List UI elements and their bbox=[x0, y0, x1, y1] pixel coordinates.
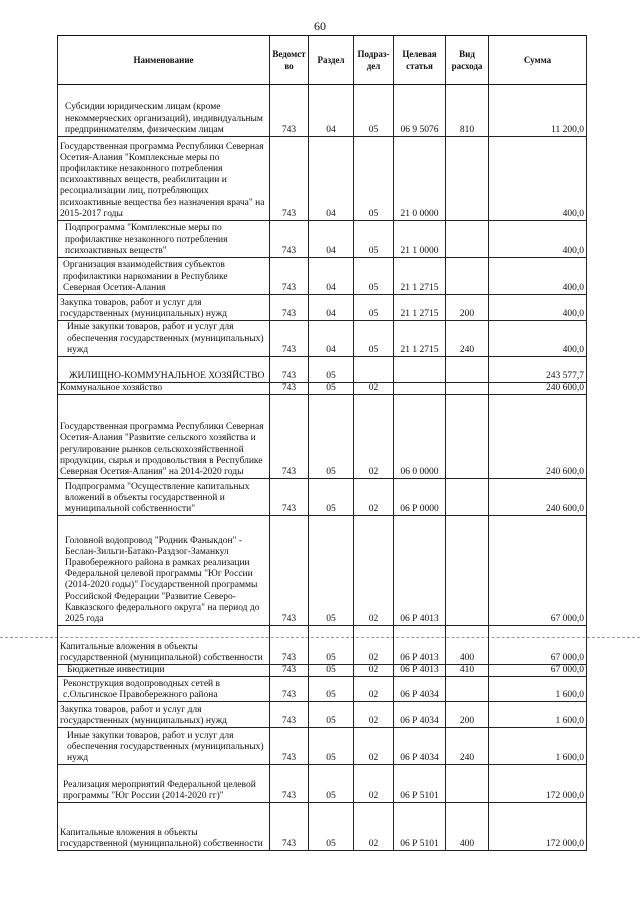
row-dept: 743 bbox=[270, 258, 309, 295]
row-target: 21 1 2715 bbox=[394, 321, 446, 357]
row-target: 06 Р 0000 bbox=[394, 479, 446, 516]
row-section: 04 bbox=[309, 258, 354, 295]
header-subsection: Подраз- дел bbox=[354, 36, 394, 85]
row-target: 06 Р 4034 bbox=[394, 702, 446, 728]
row-dept: 743 bbox=[270, 479, 309, 516]
row-amount: 67 000,0 bbox=[489, 665, 587, 677]
row-target: 06 Р 4013 bbox=[394, 626, 446, 665]
header-name: Наименование bbox=[58, 36, 270, 85]
row-target: 21 0 0000 bbox=[394, 137, 446, 221]
row-section: 05 bbox=[309, 765, 354, 803]
row-target: 06 Р 5101 bbox=[394, 765, 446, 803]
table-row bbox=[58, 321, 587, 357]
row-section: 05 bbox=[309, 728, 354, 765]
row-name: Коммунальное хозяйство bbox=[58, 383, 270, 395]
row-expense bbox=[446, 677, 489, 702]
row-dept: 743 bbox=[270, 677, 309, 702]
row-dept: 743 bbox=[270, 516, 309, 626]
row-amount: 400,0 bbox=[489, 258, 587, 295]
row-subsection: 02 bbox=[354, 479, 394, 516]
row-section: 05 bbox=[309, 395, 354, 479]
row-amount: 1 600,0 bbox=[489, 702, 587, 728]
row-target: 06 Р 4013 bbox=[394, 516, 446, 626]
row-target: 06 Р 4013 bbox=[394, 665, 446, 677]
header-expense: Вид расхода bbox=[446, 36, 489, 85]
table-row bbox=[58, 357, 587, 383]
row-subsection: 05 bbox=[354, 258, 394, 295]
row-expense: 200 bbox=[446, 702, 489, 728]
row-subsection: 02 bbox=[354, 677, 394, 702]
table-row bbox=[58, 677, 587, 702]
row-name: Бюджетные инвестиции bbox=[58, 665, 270, 677]
row-section: 05 bbox=[309, 626, 354, 665]
row-target: 06 Р 4034 bbox=[394, 728, 446, 765]
row-name: Подпрограмма "Осуществление капитальных вложений в объекты государственной и муниципальной собственности" bbox=[58, 479, 270, 516]
row-amount: 172 000,0 bbox=[489, 765, 587, 803]
table-body bbox=[58, 85, 587, 851]
row-subsection: 02 bbox=[354, 765, 394, 803]
row-subsection: 05 bbox=[354, 137, 394, 221]
table-row bbox=[58, 221, 587, 258]
row-target: 06 0 0000 bbox=[394, 395, 446, 479]
table-row bbox=[58, 765, 587, 803]
row-dept: 743 bbox=[270, 803, 309, 851]
row-subsection: 02 bbox=[354, 516, 394, 626]
header-amount: Сумма bbox=[489, 36, 587, 85]
row-target: 21 1 2715 bbox=[394, 295, 446, 321]
row-subsection: 02 bbox=[354, 665, 394, 677]
row-subsection: 05 bbox=[354, 221, 394, 258]
row-expense bbox=[446, 516, 489, 626]
row-name: Подпрограмма "Комплексные меры по профилактике незаконного потребления психоактивных веществ" bbox=[58, 221, 270, 258]
row-section: 04 bbox=[309, 295, 354, 321]
row-amount: 400,0 bbox=[489, 321, 587, 357]
budget-table bbox=[57, 35, 587, 851]
row-expense: 400 bbox=[446, 803, 489, 851]
table-row bbox=[58, 258, 587, 295]
row-expense: 810 bbox=[446, 85, 489, 137]
row-amount: 1 600,0 bbox=[489, 728, 587, 765]
row-amount: 172 000,0 bbox=[489, 803, 587, 851]
row-name: Субсидии юридическим лицам (кроме некоммерческих организаций), индивидуальным предпринимателям, физическим лицам bbox=[58, 85, 270, 137]
row-name: Капитальные вложения в объекты государственной (муниципальной) собственности bbox=[58, 626, 270, 665]
row-subsection bbox=[354, 357, 394, 383]
row-dept: 743 bbox=[270, 383, 309, 395]
row-subsection: 02 bbox=[354, 803, 394, 851]
table-row bbox=[58, 137, 587, 221]
row-target bbox=[394, 357, 446, 383]
row-amount: 400,0 bbox=[489, 221, 587, 258]
row-name: Закупка товаров, работ и услуг для государственных (муниципальных) нужд bbox=[58, 702, 270, 728]
row-dept: 743 bbox=[270, 321, 309, 357]
row-section: 05 bbox=[309, 665, 354, 677]
row-target: 21 1 2715 bbox=[394, 258, 446, 295]
row-expense bbox=[446, 357, 489, 383]
row-section: 05 bbox=[309, 677, 354, 702]
row-amount: 1 600,0 bbox=[489, 677, 587, 702]
row-section: 05 bbox=[309, 479, 354, 516]
row-target: 06 Р 5101 bbox=[394, 803, 446, 851]
row-subsection: 02 bbox=[354, 383, 394, 395]
row-dept: 743 bbox=[270, 665, 309, 677]
row-subsection: 05 bbox=[354, 295, 394, 321]
table-row bbox=[58, 728, 587, 765]
row-dept: 743 bbox=[270, 728, 309, 765]
row-name: Закупка товаров, работ и услуг для государственных (муниципальных) нужд bbox=[58, 295, 270, 321]
row-name: Капитальные вложения в объекты государственной (муниципальной) собственности bbox=[58, 803, 270, 851]
table-header-row bbox=[58, 36, 587, 85]
row-subsection: 05 bbox=[354, 321, 394, 357]
row-dept: 743 bbox=[270, 295, 309, 321]
row-expense: 400 bbox=[446, 626, 489, 665]
row-amount: 400,0 bbox=[489, 295, 587, 321]
row-target: 21 1 0000 bbox=[394, 221, 446, 258]
table-row bbox=[58, 85, 587, 137]
table-row bbox=[58, 702, 587, 728]
row-expense: 410 bbox=[446, 665, 489, 677]
row-target: 06 9 5076 bbox=[394, 85, 446, 137]
row-section: 05 bbox=[309, 383, 354, 395]
row-expense bbox=[446, 479, 489, 516]
row-expense bbox=[446, 137, 489, 221]
row-expense bbox=[446, 383, 489, 395]
row-dept: 743 bbox=[270, 221, 309, 258]
row-section: 05 bbox=[309, 803, 354, 851]
row-section: 05 bbox=[309, 702, 354, 728]
header-dept: Ведомст во bbox=[270, 36, 309, 85]
row-subsection: 02 bbox=[354, 702, 394, 728]
row-target: 06 Р 4034 bbox=[394, 677, 446, 702]
row-subsection: 02 bbox=[354, 395, 394, 479]
row-dept: 743 bbox=[270, 702, 309, 728]
header-target: Целевая статья bbox=[394, 36, 446, 85]
header-section: Раздел bbox=[309, 36, 354, 85]
table-row bbox=[58, 479, 587, 516]
row-section: 04 bbox=[309, 221, 354, 258]
page-number: 60 bbox=[314, 19, 326, 33]
row-name: Реконструкция водопроводных сетей в с.Ольгинское Правобережного района bbox=[58, 677, 270, 702]
table-row bbox=[58, 516, 587, 626]
row-name: Иные закупки товаров, работ и услуг для обеспечения государственных (муниципальных) нужд bbox=[58, 321, 270, 357]
row-section: 04 bbox=[309, 137, 354, 221]
table-row bbox=[58, 383, 587, 395]
row-name: Реализация мероприятий Федеральной целевой программы "Юг России (2014-2020 гг)" bbox=[58, 765, 270, 803]
row-name: ЖИЛИЩНО-КОММУНАЛЬНОЕ ХОЗЯЙСТВО bbox=[58, 357, 270, 383]
row-amount: 240 600,0 bbox=[489, 383, 587, 395]
row-amount: 400,0 bbox=[489, 137, 587, 221]
row-section: 05 bbox=[309, 516, 354, 626]
row-name: Государственная программа Республики Северная Осетия-Алания "Развитие сельского хозяйства и регулирование рынков сельскохозяйственной продукции, сырья и продовольствия в Республике Северная Осетия-Алания" на 2014-2020 годы bbox=[58, 395, 270, 479]
row-expense bbox=[446, 395, 489, 479]
row-dept: 743 bbox=[270, 395, 309, 479]
table-row bbox=[58, 626, 587, 665]
row-expense bbox=[446, 765, 489, 803]
row-amount: 11 200,0 bbox=[489, 85, 587, 137]
row-expense: 240 bbox=[446, 728, 489, 765]
row-amount: 240 600,0 bbox=[489, 395, 587, 479]
row-subsection: 02 bbox=[354, 626, 394, 665]
row-subsection: 05 bbox=[354, 85, 394, 137]
row-amount: 240 600,0 bbox=[489, 479, 587, 516]
row-dept: 743 bbox=[270, 765, 309, 803]
row-dept: 743 bbox=[270, 626, 309, 665]
row-amount: 67 000,0 bbox=[489, 626, 587, 665]
row-name: Государственная программа Республики Северная Осетия-Алания "Комплексные меры по профилактике незаконного потребления психоактивных веществ, реабилитации и ресоциализации лиц, потребляющих психоактивные вещества без назначения врача" на 2015-2017 годы bbox=[58, 137, 270, 221]
row-dept: 743 bbox=[270, 137, 309, 221]
row-expense: 240 bbox=[446, 321, 489, 357]
table-row bbox=[58, 295, 587, 321]
row-section: 04 bbox=[309, 321, 354, 357]
row-name: Организация взаимодействия субъектов профилактики наркомании в Республике Северная Осетия-Алания bbox=[58, 258, 270, 295]
row-expense bbox=[446, 258, 489, 295]
row-expense bbox=[446, 221, 489, 258]
row-amount: 243 577,7 bbox=[489, 357, 587, 383]
table-row bbox=[58, 665, 587, 677]
table-row bbox=[58, 395, 587, 479]
row-dept: 743 bbox=[270, 85, 309, 137]
row-section: 05 bbox=[309, 357, 354, 383]
row-amount: 67 000,0 bbox=[489, 516, 587, 626]
row-name: Головной водопровод "Родник Фаныкдон" - Беслан-Зильги-Батако-Раздзог-Заманкул Правобережного района в рамках реализации Федеральной целевой программы "Юг России (2014-2020 годы)" Государственной программы Российской Федерации "Развитие Северо-Кавказского федерального округа" на период до 2025 года bbox=[58, 516, 270, 626]
row-subsection: 02 bbox=[354, 728, 394, 765]
row-name: Иные закупки товаров, работ и услуг для обеспечения государственных (муниципальных) нужд bbox=[58, 728, 270, 765]
row-section: 04 bbox=[309, 85, 354, 137]
row-expense: 200 bbox=[446, 295, 489, 321]
row-target bbox=[394, 383, 446, 395]
row-dept: 743 bbox=[270, 357, 309, 383]
table-row bbox=[58, 803, 587, 851]
